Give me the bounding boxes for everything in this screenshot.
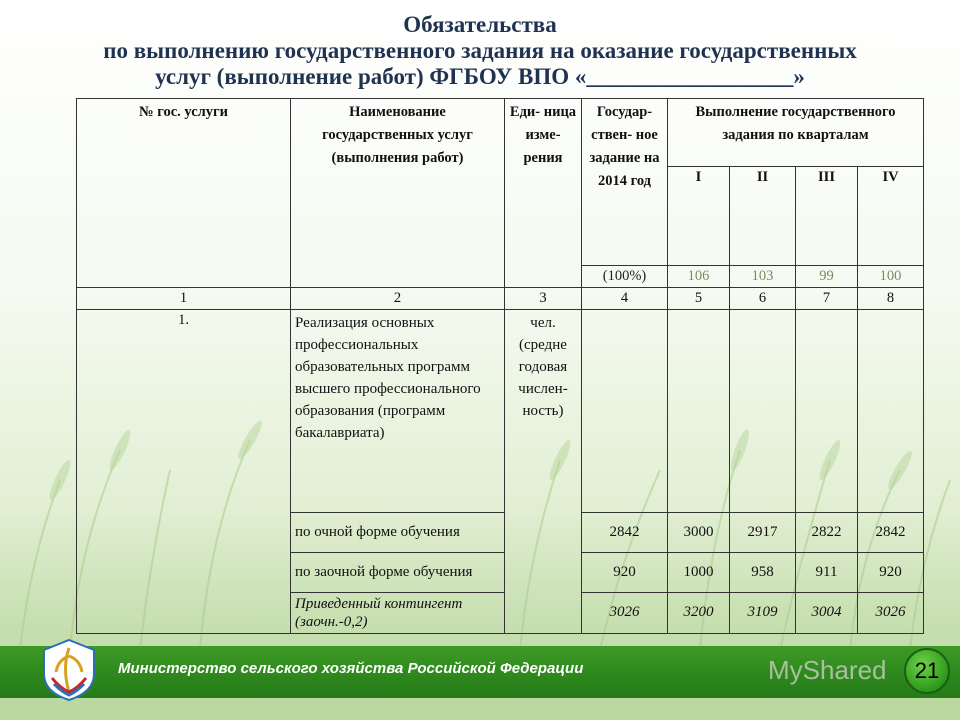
column-number: 5 xyxy=(668,287,730,309)
value-cell: 2842 xyxy=(582,512,668,552)
header-state-task: Государ- ствен- ное задание на 2014 год xyxy=(582,99,668,266)
column-number: 7 xyxy=(796,287,858,309)
title-line-1: Обязательства xyxy=(403,12,557,37)
row-service-no: 1. xyxy=(77,309,291,633)
header-q2: II xyxy=(730,167,796,265)
empty-cell xyxy=(668,309,730,512)
value-cell: 2842 xyxy=(858,512,924,552)
value-cell: 3000 xyxy=(668,512,730,552)
watermark: MyShared xyxy=(768,655,887,685)
value-cell: 1000 xyxy=(668,552,730,592)
value-cell: 958 xyxy=(730,552,796,592)
header-q3: III xyxy=(796,167,858,265)
value-cell: 3004 xyxy=(796,592,858,633)
empty-cell xyxy=(858,309,924,512)
row-service-name: Реализация основных профессиональных образовательных программ высшего профессионального образования (программ бакалавриата) xyxy=(291,309,505,512)
value-cell: 3026 xyxy=(858,592,924,633)
value-cell: 920 xyxy=(858,552,924,592)
title-line-3: услуг (выполнение работ) ФГБОУ ВПО «__________________» xyxy=(155,64,805,89)
percent-q1: 106 xyxy=(668,265,730,287)
column-number: 4 xyxy=(582,287,668,309)
percent-q3: 99 xyxy=(796,265,858,287)
column-number: 3 xyxy=(505,287,582,309)
empty-cell xyxy=(582,309,668,512)
percent-q2: 103 xyxy=(730,265,796,287)
ministry-name: Министерство сельского хозяйства Российской Федерации xyxy=(118,660,584,677)
subrow-label-extramural: по заочной форме обучения xyxy=(291,552,505,592)
column-number: 8 xyxy=(858,287,924,309)
value-cell: 2917 xyxy=(730,512,796,552)
title-line-2: по выполнению государственного задания на оказание государственных xyxy=(103,38,857,63)
subrow-label-reduced: Приведенный контингент (заочн.-0,2) xyxy=(291,592,505,633)
header-q1: I xyxy=(668,167,730,265)
header-service-name: Наименование государственных услуг (выполнения работ) xyxy=(291,99,505,288)
slide-title xyxy=(0,12,960,90)
value-cell: 2822 xyxy=(796,512,858,552)
ministry-logo-icon xyxy=(40,638,98,702)
value-cell: 3026 xyxy=(582,592,668,633)
value-cell: 911 xyxy=(796,552,858,592)
header-service-no: № гос. услуги xyxy=(77,99,291,288)
empty-cell xyxy=(796,309,858,512)
column-number: 2 xyxy=(291,287,505,309)
obligations-table xyxy=(76,98,924,634)
subrow-label-fulltime: по очной форме обучения xyxy=(291,512,505,552)
empty-cell xyxy=(730,309,796,512)
row-unit: чел. (средне годовая числен- ность) xyxy=(505,309,582,633)
header-unit: Еди- ница изме- рения xyxy=(505,99,582,288)
column-number: 6 xyxy=(730,287,796,309)
value-cell: 920 xyxy=(582,552,668,592)
header-q4: IV xyxy=(858,167,924,265)
page-number-badge: 21 xyxy=(904,648,950,694)
header-quarterly-execution: Выполнение государственного задания по кварталам xyxy=(668,99,924,167)
column-number: 1 xyxy=(77,287,291,309)
percent-state-task: (100%) xyxy=(582,265,668,287)
value-cell: 3200 xyxy=(668,592,730,633)
percent-q4: 100 xyxy=(858,265,924,287)
value-cell: 3109 xyxy=(730,592,796,633)
